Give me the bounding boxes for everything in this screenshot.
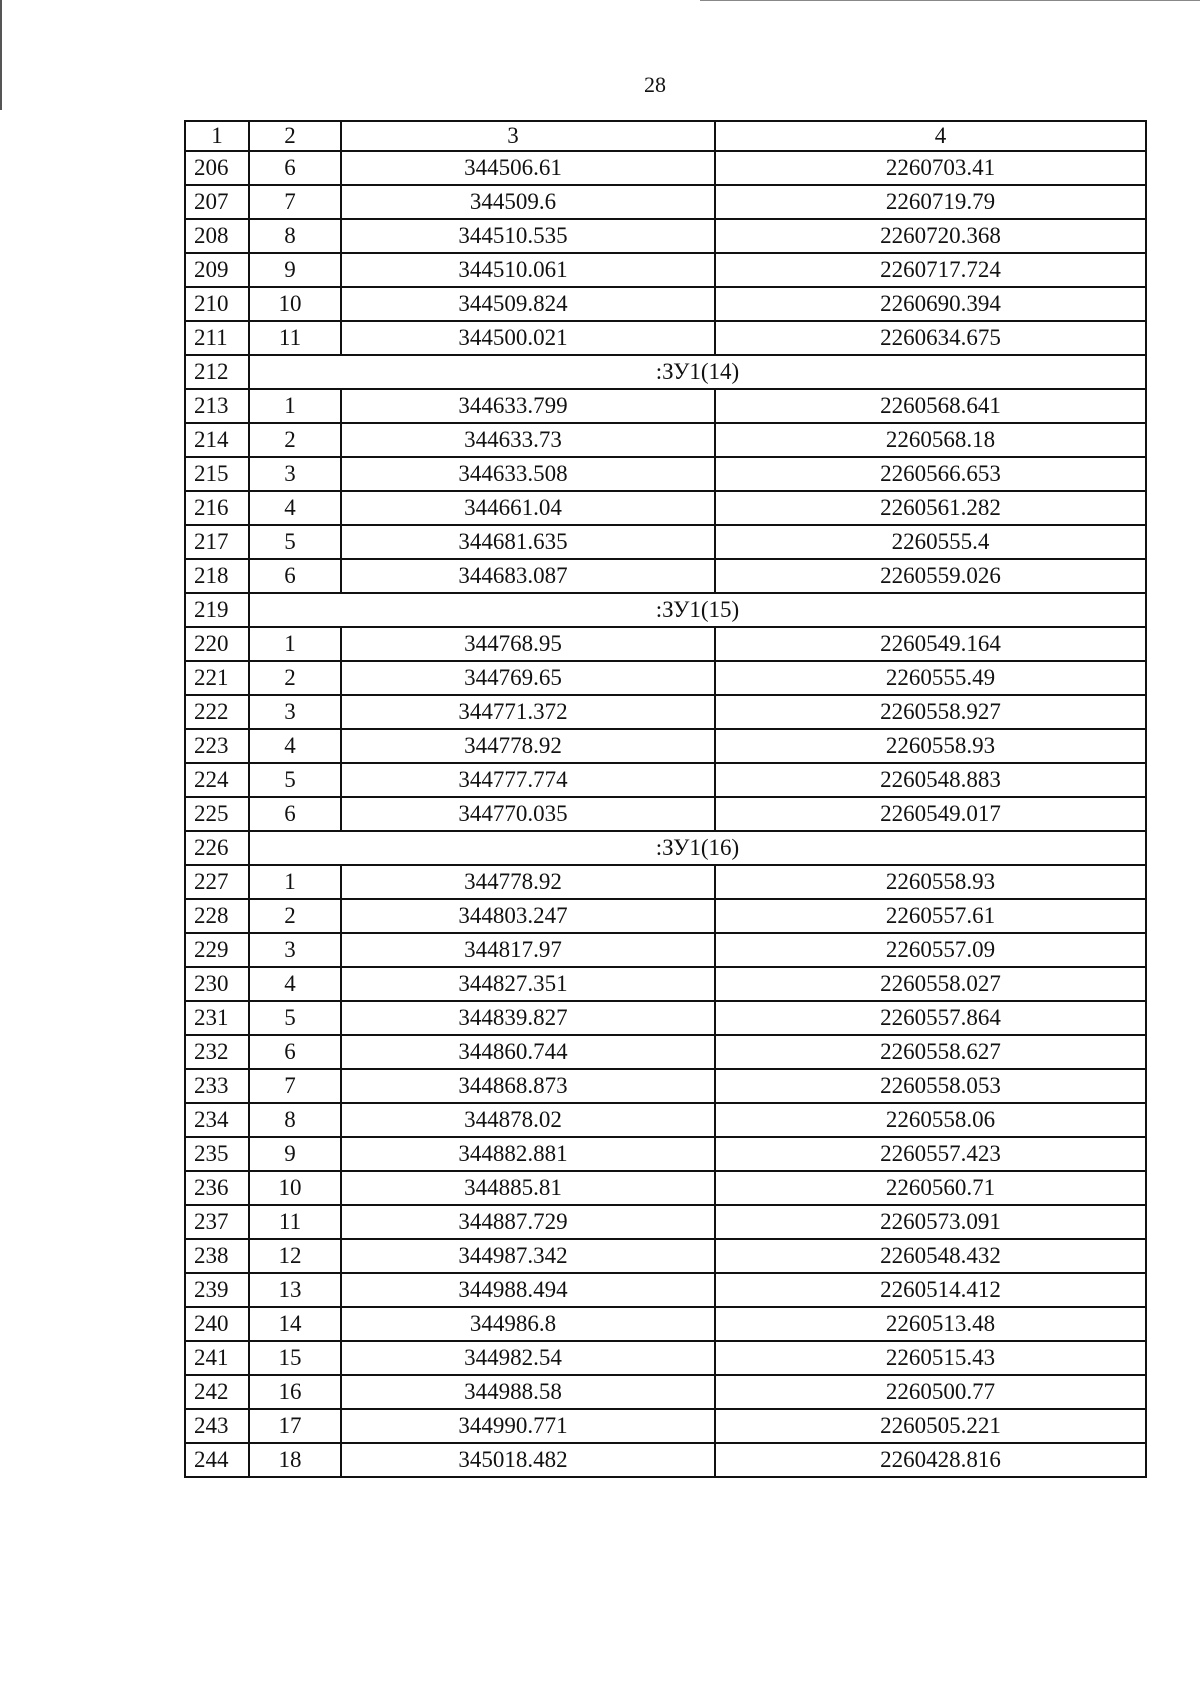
coordinate-y: 2260557.864 — [715, 1001, 1146, 1035]
table-row — [185, 1273, 1146, 1307]
table-group-row — [185, 355, 1146, 389]
parcel-group-label: :ЗУ1(14) — [249, 355, 1146, 389]
table-row — [185, 865, 1146, 899]
coordinates-table — [184, 120, 1147, 1478]
point-number: 11 — [249, 321, 341, 355]
row-number: 220 — [185, 627, 249, 661]
row-number: 223 — [185, 729, 249, 763]
coordinate-y: 2260560.71 — [715, 1171, 1146, 1205]
coordinate-y: 2260505.221 — [715, 1409, 1146, 1443]
coordinate-x: 344987.342 — [341, 1239, 715, 1273]
row-number: 219 — [185, 593, 249, 627]
coordinate-y: 2260720.368 — [715, 219, 1146, 253]
point-number: 1 — [249, 389, 341, 423]
coordinate-y: 2260558.93 — [715, 865, 1146, 899]
row-number: 242 — [185, 1375, 249, 1409]
coordinate-y: 2260515.43 — [715, 1341, 1146, 1375]
coordinate-x: 344683.087 — [341, 559, 715, 593]
table-row — [185, 457, 1146, 491]
coordinate-y: 2260558.027 — [715, 967, 1146, 1001]
point-number: 9 — [249, 1137, 341, 1171]
coordinate-y: 2260703.41 — [715, 151, 1146, 185]
row-number: 206 — [185, 151, 249, 185]
coordinates-table-body — [185, 121, 1146, 1477]
table-row — [185, 1069, 1146, 1103]
row-number: 236 — [185, 1171, 249, 1205]
coordinate-y: 2260500.77 — [715, 1375, 1146, 1409]
row-number: 240 — [185, 1307, 249, 1341]
coordinate-y: 2260558.06 — [715, 1103, 1146, 1137]
coordinate-x: 344982.54 — [341, 1341, 715, 1375]
coordinate-y: 2260549.017 — [715, 797, 1146, 831]
coordinate-x: 344770.035 — [341, 797, 715, 831]
table-row — [185, 627, 1146, 661]
table-row — [185, 1137, 1146, 1171]
header-col-1: 1 — [185, 121, 249, 151]
coordinate-y: 2260573.091 — [715, 1205, 1146, 1239]
coordinate-x: 344882.881 — [341, 1137, 715, 1171]
coordinate-y: 2260557.09 — [715, 933, 1146, 967]
coordinate-y: 2260514.412 — [715, 1273, 1146, 1307]
point-number: 13 — [249, 1273, 341, 1307]
coordinate-x: 344990.771 — [341, 1409, 715, 1443]
row-number: 229 — [185, 933, 249, 967]
parcel-group-label: :ЗУ1(15) — [249, 593, 1146, 627]
coordinate-x: 344878.02 — [341, 1103, 715, 1137]
coordinate-x: 344803.247 — [341, 899, 715, 933]
point-number: 5 — [249, 525, 341, 559]
row-number: 214 — [185, 423, 249, 457]
table-row — [185, 1171, 1146, 1205]
table-row — [185, 797, 1146, 831]
table-row — [185, 185, 1146, 219]
page-number: 28 — [644, 72, 666, 97]
coordinate-y: 2260557.423 — [715, 1137, 1146, 1171]
row-number: 212 — [185, 355, 249, 389]
coordinate-x: 344768.95 — [341, 627, 715, 661]
row-number: 210 — [185, 287, 249, 321]
row-number: 239 — [185, 1273, 249, 1307]
point-number: 2 — [249, 899, 341, 933]
row-number: 233 — [185, 1069, 249, 1103]
row-number: 241 — [185, 1341, 249, 1375]
coordinate-x: 344988.58 — [341, 1375, 715, 1409]
coordinate-x: 344506.61 — [341, 151, 715, 185]
row-number: 234 — [185, 1103, 249, 1137]
row-number: 213 — [185, 389, 249, 423]
table-row — [185, 253, 1146, 287]
point-number: 12 — [249, 1239, 341, 1273]
coordinate-x: 344633.73 — [341, 423, 715, 457]
point-number: 8 — [249, 1103, 341, 1137]
row-number: 217 — [185, 525, 249, 559]
coordinate-x: 344827.351 — [341, 967, 715, 1001]
table-row — [185, 1035, 1146, 1069]
page-edge-top — [700, 0, 1200, 1]
point-number: 15 — [249, 1341, 341, 1375]
point-number: 17 — [249, 1409, 341, 1443]
row-number: 209 — [185, 253, 249, 287]
point-number: 3 — [249, 457, 341, 491]
table-row — [185, 1307, 1146, 1341]
coordinate-y: 2260549.164 — [715, 627, 1146, 661]
point-number: 10 — [249, 1171, 341, 1205]
coordinate-y: 2260548.883 — [715, 763, 1146, 797]
coordinate-x: 344868.873 — [341, 1069, 715, 1103]
coordinate-y: 2260568.18 — [715, 423, 1146, 457]
row-number: 243 — [185, 1409, 249, 1443]
coordinate-x: 344778.92 — [341, 865, 715, 899]
table-header-row — [185, 121, 1146, 151]
coordinate-y: 2260513.48 — [715, 1307, 1146, 1341]
coordinate-y: 2260428.816 — [715, 1443, 1146, 1477]
table-row — [185, 661, 1146, 695]
table-row — [185, 491, 1146, 525]
point-number: 10 — [249, 287, 341, 321]
coordinate-x: 344509.6 — [341, 185, 715, 219]
coordinate-y: 2260568.641 — [715, 389, 1146, 423]
row-number: 216 — [185, 491, 249, 525]
coordinate-y: 2260634.675 — [715, 321, 1146, 355]
row-number: 218 — [185, 559, 249, 593]
coordinate-x: 344778.92 — [341, 729, 715, 763]
table-row — [185, 1375, 1146, 1409]
table-row — [185, 1205, 1146, 1239]
table-row — [185, 151, 1146, 185]
point-number: 1 — [249, 865, 341, 899]
coordinate-x: 344510.061 — [341, 253, 715, 287]
table-row — [185, 1103, 1146, 1137]
table-row — [185, 321, 1146, 355]
row-number: 227 — [185, 865, 249, 899]
header-col-3: 3 — [341, 121, 715, 151]
header-col-4: 4 — [715, 121, 1146, 151]
row-number: 237 — [185, 1205, 249, 1239]
point-number: 1 — [249, 627, 341, 661]
point-number: 18 — [249, 1443, 341, 1477]
point-number: 11 — [249, 1205, 341, 1239]
coordinate-y: 2260558.93 — [715, 729, 1146, 763]
table-row — [185, 1239, 1146, 1273]
point-number: 7 — [249, 185, 341, 219]
coordinate-y: 2260558.927 — [715, 695, 1146, 729]
coordinate-x: 344509.824 — [341, 287, 715, 321]
row-number: 244 — [185, 1443, 249, 1477]
table-group-row — [185, 593, 1146, 627]
point-number: 4 — [249, 729, 341, 763]
table-row — [185, 1443, 1146, 1477]
coordinate-x: 344986.8 — [341, 1307, 715, 1341]
table-row — [185, 967, 1146, 1001]
table-row — [185, 219, 1146, 253]
point-number: 7 — [249, 1069, 341, 1103]
coordinate-y: 2260557.61 — [715, 899, 1146, 933]
row-number: 228 — [185, 899, 249, 933]
point-number: 2 — [249, 661, 341, 695]
coordinate-y: 2260555.4 — [715, 525, 1146, 559]
table-row — [185, 1341, 1146, 1375]
point-number: 6 — [249, 1035, 341, 1069]
coordinate-x: 344771.372 — [341, 695, 715, 729]
row-number: 232 — [185, 1035, 249, 1069]
coordinate-x: 344661.04 — [341, 491, 715, 525]
point-number: 3 — [249, 695, 341, 729]
point-number: 6 — [249, 797, 341, 831]
coordinate-y: 2260548.432 — [715, 1239, 1146, 1273]
table-row — [185, 1409, 1146, 1443]
table-row — [185, 423, 1146, 457]
coordinate-x: 344633.799 — [341, 389, 715, 423]
table-row — [185, 933, 1146, 967]
row-number: 208 — [185, 219, 249, 253]
point-number: 4 — [249, 967, 341, 1001]
point-number: 3 — [249, 933, 341, 967]
coordinate-y: 2260559.026 — [715, 559, 1146, 593]
table-row — [185, 559, 1146, 593]
table-group-row — [185, 831, 1146, 865]
table-row — [185, 695, 1146, 729]
point-number: 5 — [249, 1001, 341, 1035]
coordinate-y: 2260719.79 — [715, 185, 1146, 219]
point-number: 4 — [249, 491, 341, 525]
row-number: 224 — [185, 763, 249, 797]
coordinate-x: 345018.482 — [341, 1443, 715, 1477]
row-number: 231 — [185, 1001, 249, 1035]
coordinate-y: 2260558.053 — [715, 1069, 1146, 1103]
coordinate-x: 344988.494 — [341, 1273, 715, 1307]
coordinate-y: 2260555.49 — [715, 661, 1146, 695]
table-row — [185, 525, 1146, 559]
row-number: 226 — [185, 831, 249, 865]
table-row — [185, 729, 1146, 763]
coordinate-x: 344777.774 — [341, 763, 715, 797]
point-number: 6 — [249, 559, 341, 593]
point-number: 16 — [249, 1375, 341, 1409]
point-number: 8 — [249, 219, 341, 253]
point-number: 14 — [249, 1307, 341, 1341]
row-number: 230 — [185, 967, 249, 1001]
row-number: 238 — [185, 1239, 249, 1273]
coordinate-x: 344633.508 — [341, 457, 715, 491]
table-row — [185, 1001, 1146, 1035]
coordinate-x: 344500.021 — [341, 321, 715, 355]
row-number: 225 — [185, 797, 249, 831]
coordinate-y: 2260558.627 — [715, 1035, 1146, 1069]
header-col-2: 2 — [249, 121, 341, 151]
row-number: 207 — [185, 185, 249, 219]
table-row — [185, 763, 1146, 797]
coordinate-x: 344885.81 — [341, 1171, 715, 1205]
point-number: 5 — [249, 763, 341, 797]
point-number: 9 — [249, 253, 341, 287]
coordinate-x: 344839.827 — [341, 1001, 715, 1035]
coordinate-x: 344510.535 — [341, 219, 715, 253]
parcel-group-label: :ЗУ1(16) — [249, 831, 1146, 865]
row-number: 211 — [185, 321, 249, 355]
row-number: 222 — [185, 695, 249, 729]
point-number: 2 — [249, 423, 341, 457]
point-number: 6 — [249, 151, 341, 185]
coordinate-x: 344681.635 — [341, 525, 715, 559]
coordinate-x: 344769.65 — [341, 661, 715, 695]
row-number: 221 — [185, 661, 249, 695]
row-number: 235 — [185, 1137, 249, 1171]
table-row — [185, 389, 1146, 423]
row-number: 215 — [185, 457, 249, 491]
table-row — [185, 899, 1146, 933]
coordinate-y: 2260717.724 — [715, 253, 1146, 287]
coordinate-x: 344887.729 — [341, 1205, 715, 1239]
table-row — [185, 287, 1146, 321]
coordinate-y: 2260690.394 — [715, 287, 1146, 321]
coordinate-y: 2260561.282 — [715, 491, 1146, 525]
coordinate-x: 344817.97 — [341, 933, 715, 967]
coordinate-y: 2260566.653 — [715, 457, 1146, 491]
coordinate-x: 344860.744 — [341, 1035, 715, 1069]
